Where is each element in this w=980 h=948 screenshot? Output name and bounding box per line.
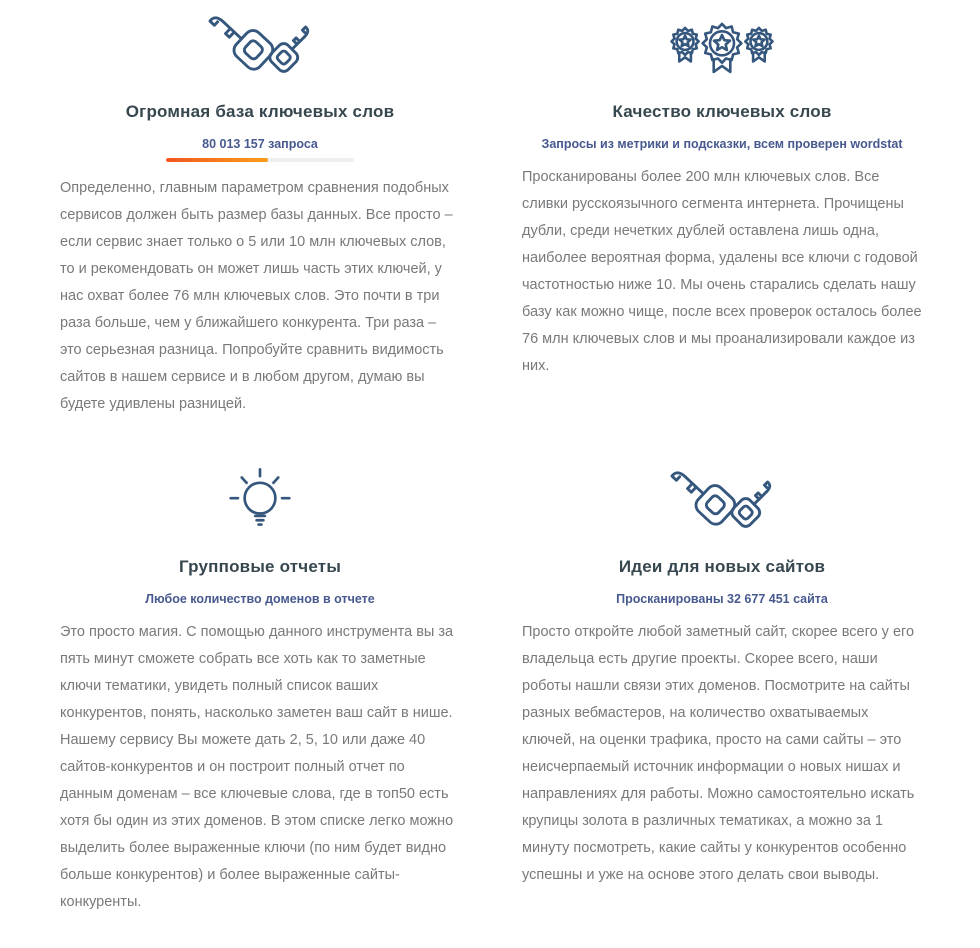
feature-subtitle: 80 013 157 запроса bbox=[202, 137, 318, 151]
feature-card-keyword-base bbox=[60, 6, 460, 433]
feature-subtitle: Запросы из метрики и подсказки, всем проверен wordstat bbox=[541, 137, 903, 151]
feature-subtitle: Просканированы 32 677 451 сайта bbox=[616, 591, 828, 606]
keys-icon bbox=[522, 461, 922, 543]
feature-card-keyword-quality bbox=[522, 6, 922, 433]
feature-title: Идеи для новых сайтов bbox=[618, 556, 826, 576]
feature-body: Просканированы более 200 млн ключевых слов. Все сливки русскоязычного сегмента интернета. Прочищены дубли, среди нечетких дублей оставлена лишь одна, наиболее вероятная форма, удалены все ключи с годовой частотностью ниже 10. Мы очень старались сделать нашу базу как можно чище, после всех проверок осталось более 76 млн ключевых слов и мы проанализировали каждое из них. bbox=[522, 169, 922, 374]
feature-body: Это просто магия. С помощью данного инструмента вы за пять минут сможете собрать все хоть как то заметные ключи тематики, увидеть полный список ваших конкурентов, понять, насколько заметен ваш сайт в нише. Нашему сервису Вы можете дать 2, 5, 10 или даже 40 сайтов-конкурентов и он построит полный отчет по данным доменам – все ключевые слова, где в топ50 есть хотя бы один из этих доменов. В этом списке легко можно выделить более выраженные ключи (по ним будет видно больше конкурентов) и более выраженные сайты-конкуренты. bbox=[60, 623, 454, 910]
feature-card-group-reports bbox=[60, 461, 460, 931]
keys-icon bbox=[60, 6, 460, 88]
feature-body: Определенно, главным параметром сравнения подобных сервисов должен быть размер базы данных. Все просто – если сервис знает только о 5 или 10 млн ключевых слов, то и рекомендовать он может лишь часть этих ключей, у нас охват более 76 млн ключевых слов. Это почти в три раза больше, чем у ближайшего конкурента. Три раза – это серьезная разница. Попробуйте сравнить видимость сайтов в нашем сервисе и в любом другом, думаю вы будете удивлены разницей. bbox=[60, 180, 453, 412]
lightbulb-icon bbox=[60, 461, 460, 543]
progress-bar-fill bbox=[166, 158, 268, 162]
feature-body: Просто откройте любой заметный сайт, скорее всего у его владельца есть другие проекты. Скорее всего, наши роботы нашли связи этих доменов. Посмотрите на сайты разных вебмастеров, на количество охватываемых ключей, на оценки трафика, просто на сами сайты – это неисчерпаемый источник информации о новых нишах и направлениях для работы. Можно самостоятельно искать крупицы золота в различных тематиках, а можно за 1 минуту посмотреть, какие сайты у конкурентов особенно успешны и уже на основе этого делать свои выводы. bbox=[522, 623, 915, 883]
medals-icon bbox=[522, 6, 922, 88]
feature-title: Огромная база ключевых слов bbox=[125, 102, 395, 121]
feature-title: Групповые отчеты bbox=[178, 556, 342, 576]
feature-subtitle: Любое количество доменов в отчете bbox=[145, 591, 375, 606]
feature-card-site-ideas bbox=[522, 461, 922, 931]
feature-title: Качество ключевых слов bbox=[612, 102, 832, 121]
progress-bar bbox=[166, 158, 354, 162]
